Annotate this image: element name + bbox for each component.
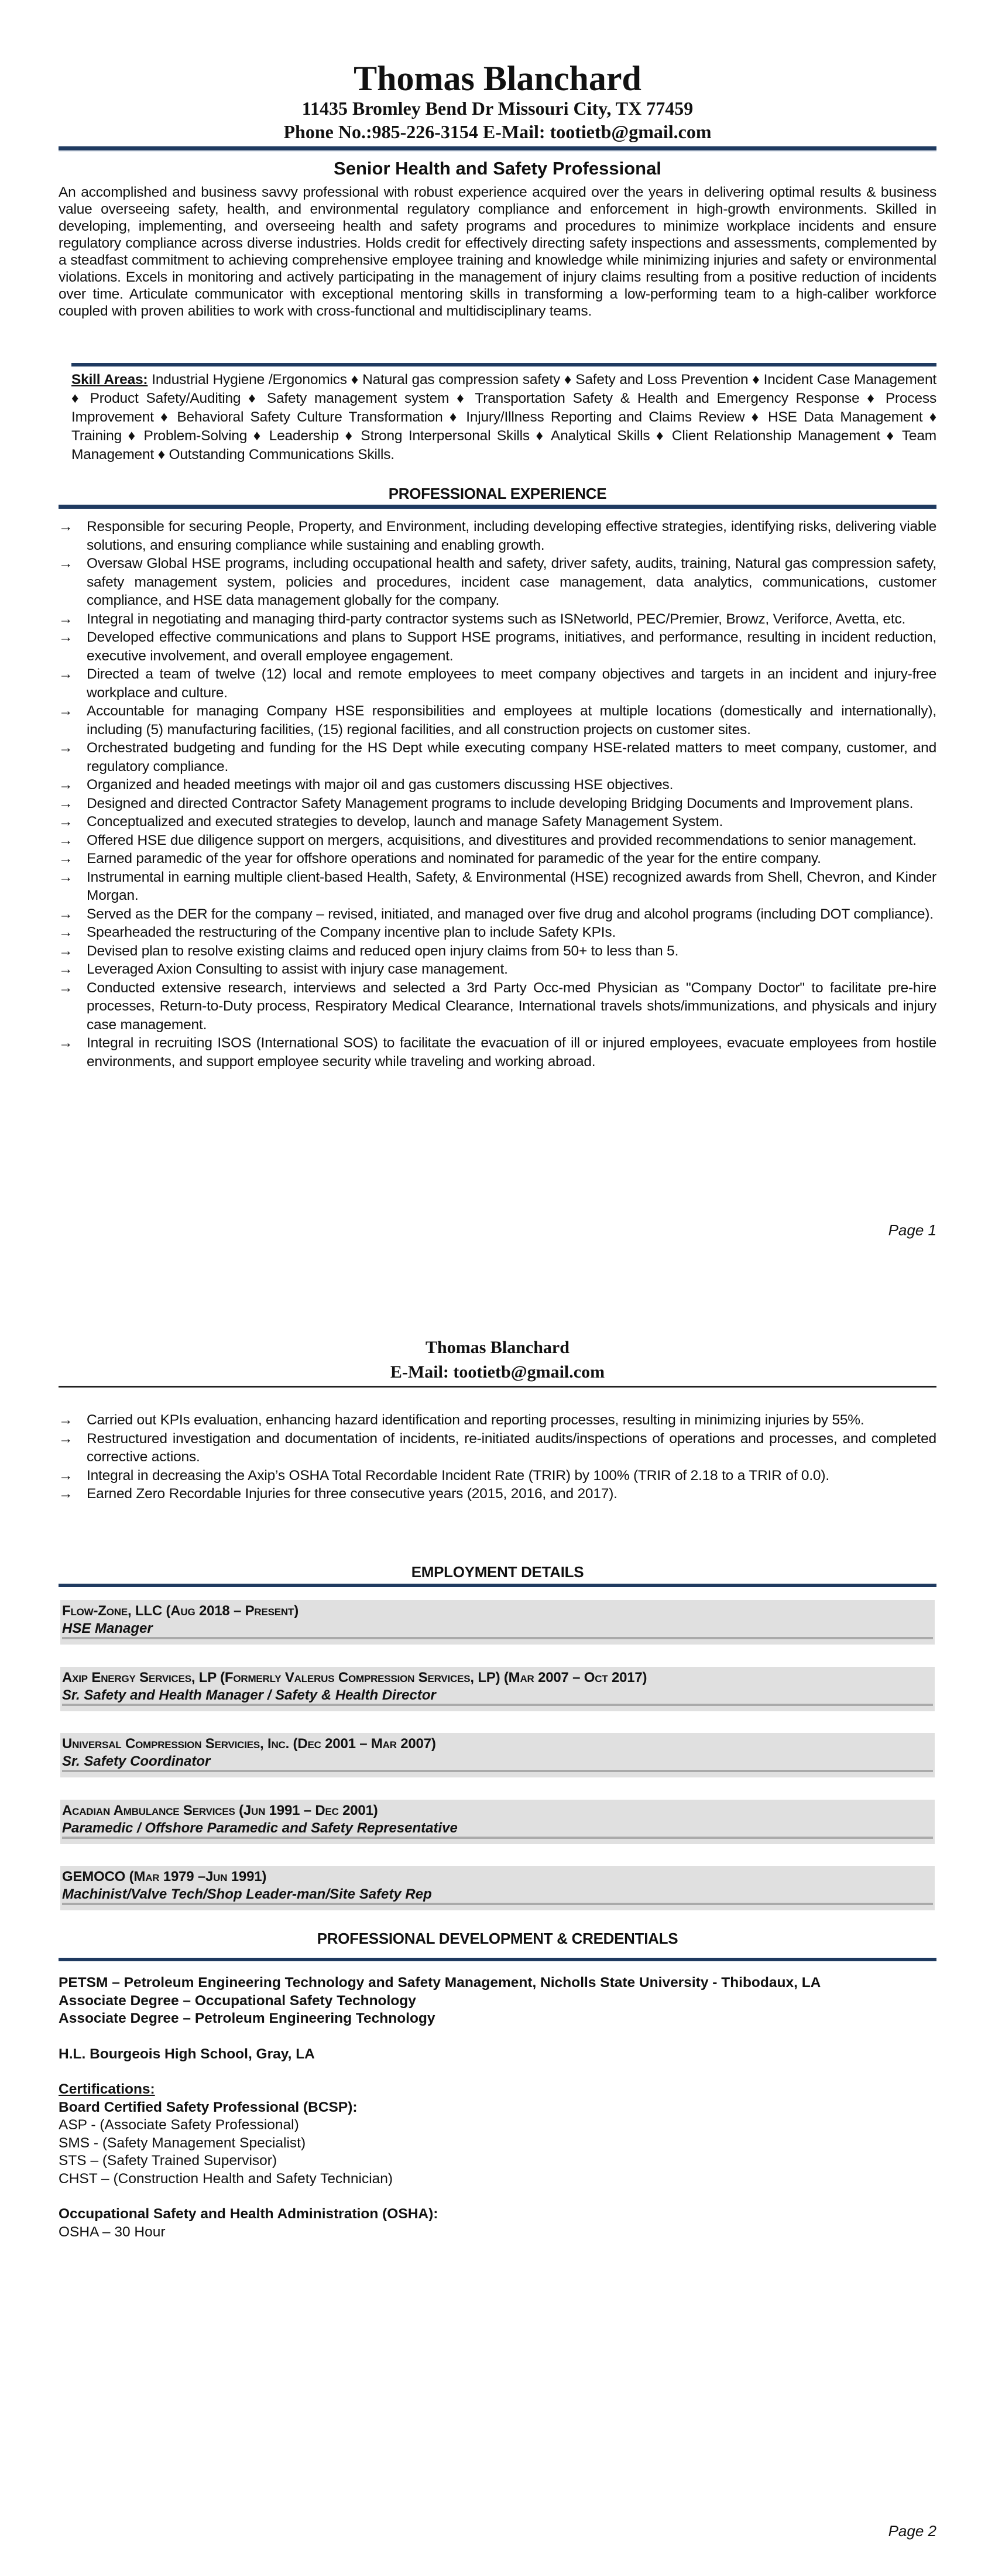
company: Axip Energy Services, LP (Formerly Valerus Compression Services, LP) (Mar 2007 – Oct 2017) <box>62 1669 647 1686</box>
job-title: HSE Manager <box>62 1621 153 1636</box>
bullet-text: Integral in negotiating and managing third-party contractor systems such as ISNetworld, PEC/Premier, Browz, Veriforce, Avetta, etc. <box>87 611 906 627</box>
employment-entry <box>60 1600 935 1645</box>
job-title: Machinist/Valve Tech/Shop Leader-man/Site Safety Rep <box>62 1886 432 1902</box>
professional-title: Senior Health and Safety Professional <box>334 158 661 179</box>
experience-bullet <box>59 702 936 739</box>
bullet-text: Accountable for managing Company HSE responsibilities and employees at multiple locations (domestically and internationally), including (5) manufacturing facilities, (15) regional facilities, and all construction projects on customer sites. <box>87 703 936 738</box>
page2-name: Thomas Blanchard <box>426 1338 569 1357</box>
bullet-text: Earned Zero Recordable Injuries for three consecutive years (2015, 2016, and 2017). <box>87 1486 617 1502</box>
employment-heading: EMPLOYMENT DETAILS <box>411 1563 584 1581</box>
experience-heading: PROFESSIONAL EXPERIENCE <box>388 485 607 502</box>
experience-bullet <box>59 794 936 813</box>
entry-underline <box>62 1637 933 1639</box>
experience-bullet <box>59 868 936 905</box>
arrow-icon: → <box>59 1412 73 1428</box>
osha-label: Occupational Safety and Health Administration (OSHA): <box>59 2206 438 2222</box>
company: Universal Compression Servicies, Inc. (Dec 2001 – Mar 2007) <box>62 1736 436 1752</box>
bullet-text: Offered HSE due diligence support on mergers, acquisitions, and divestitures and provided recommendations to senior management. <box>87 832 917 848</box>
candidate-name: Thomas Blanchard <box>354 59 641 98</box>
arrow-icon: → <box>59 611 73 627</box>
school: PETSM – Petroleum Engineering Technology and Safety Management, Nicholls State University - Thibodaux, LA <box>59 1975 821 1991</box>
experience-bullet <box>59 518 936 554</box>
entry-underline <box>62 1770 933 1772</box>
cert-item: ASP - (Associate Safety Professional) <box>59 2117 299 2133</box>
employment-entry <box>60 1800 935 1844</box>
development-heading: PROFESSIONAL DEVELOPMENT & CREDENTIALS <box>317 1930 678 1947</box>
bullet-text: Conducted extensive research, interviews and selected a 3rd Party Occ-med Physician as "Company Doctor" to facilitate pre-hire processes, Return-to-Duty process, Respiratory Medical Clearance, International travels shots/immunizations, and physicals and injury case management. <box>87 979 936 1033</box>
header-divider <box>59 146 936 152</box>
experience-bullet <box>59 1485 936 1503</box>
experience-bullet <box>59 776 936 794</box>
skill-areas-label: Skill Areas: <box>71 372 148 388</box>
bullet-text: Spearheaded the restructuring of the Company incentive plan to include Safety KPIs. <box>87 924 616 940</box>
experience-bullet <box>59 739 936 776</box>
experience-bullet <box>59 979 936 1034</box>
entry-underline <box>62 1903 933 1905</box>
experience-bullet <box>59 1034 936 1071</box>
arrow-icon: → <box>59 814 73 830</box>
page2-email: E-Mail: tootietb@gmail.com <box>390 1362 605 1382</box>
osha-item: OSHA – 30 Hour <box>59 2224 166 2240</box>
bullet-text: Integral in recruiting ISOS (International SOS) to facilitate the evacuation of ill or injured employees, evacuate employees from hostile environments, and support employee security while traveling and working abroad. <box>87 1035 936 1070</box>
bullet-text: Oversaw Global HSE programs, including occupational health and safety, driver safety, audits, training, Natural gas compression safety, safety management system, policies and procedures, incident case management, data analytics, communications, customer compliance, and HSE data management globally for the company. <box>87 556 936 608</box>
cert-item: CHST – (Construction Health and Safety Technician) <box>59 2170 393 2187</box>
company: Flow-Zone, LLC (Aug 2018 – Present) <box>62 1603 298 1619</box>
arrow-icon: → <box>59 1430 73 1447</box>
company: GEMOCO (Mar 1979 –Jun 1991) <box>62 1869 267 1885</box>
experience-divider <box>59 505 936 509</box>
experience-bullet <box>59 942 936 961</box>
experience-list-page1 <box>59 518 936 1071</box>
arrow-icon: → <box>59 943 73 959</box>
bullet-text: Integral in decreasing the Axip’s OSHA Total Recordable Incident Rate (TRIR) by 100% (TRIR of 2.18 to a TRIR of 0.0). <box>87 1467 829 1484</box>
arrow-icon: → <box>59 519 73 535</box>
bullet-text: Developed effective communications and plans to Support HSE programs, initiatives, and performance, resulting in incident reduction, executive involvement, and overall employee engagement. <box>87 629 936 664</box>
experience-bullet <box>59 831 936 850</box>
bullet-text: Earned paramedic of the year for offshore operations and nominated for paramedic of the year for the entire company. <box>87 851 821 866</box>
experience-list-page2 <box>59 1411 936 1503</box>
experience-bullet <box>59 1430 936 1467</box>
arrow-icon: → <box>59 1467 73 1484</box>
bullet-text: Instrumental in earning multiple client-based Health, Safety, & Environmental (HSE) recognized awards from Shell, Chevron, and Kinder Morgan. <box>87 869 936 903</box>
skill-areas-text: Industrial Hygiene /Ergonomics ♦ Natural gas compression safety ♦ Safety and Loss Prevention ♦ Incident Case Management ♦ Product Safety/Auditing ♦ Safety management system ♦ Transportation Safety & Health and Emergency Response ♦ Process Improvement ♦ Behavioral Safety Culture Transformation ♦ Injury/Illness Reporting and Claims Review ♦ HSE Data Management ♦ Training ♦ Problem-Solving ♦ Leadership ♦ Strong Interpersonal Skills ♦ Analytical Skills ♦ Client Relationship Management ♦ Team Management ♦ Outstanding Communications Skills. <box>71 372 936 463</box>
experience-bullet <box>59 628 936 665</box>
bullet-text: Devised plan to resolve existing claims and reduced open injury claims from 50+ to less than 5. <box>87 943 679 959</box>
page-number: Page 1 <box>888 1221 936 1239</box>
address: 11435 Bromley Bend Dr Missouri City, TX 77459 <box>301 98 694 119</box>
page2-divider <box>59 1386 936 1388</box>
arrow-icon: → <box>59 924 73 940</box>
experience-bullet <box>59 610 936 629</box>
arrow-icon: → <box>59 740 73 756</box>
employment-entry <box>60 1866 935 1910</box>
bullet-text: Served as the DER for the company – revised, initiated, and managed over five drug and alcohol programs (including DOT compliance). <box>87 906 934 922</box>
degree: Associate Degree – Occupational Safety Technology <box>59 1992 416 2009</box>
bullet-text: Designed and directed Contractor Safety Management programs to include developing Bridging Documents and Improvement plans. <box>87 795 914 811</box>
arrow-icon: → <box>59 703 73 719</box>
summary: An accomplished and business savvy professional with robust experience acquired over the years in delivering optimal results & business value overseeing safety, health, and environmental regulatory compliance and enforcement in high-growth environments. Skilled in developing, implementing, and overseeing health and safety programs and procedures to minimize workplace incidents and ensure regulatory compliance across diverse industries. Holds credit for effectively directing safety inspections and assessments, complemented by a steadfast commitment to achieving comprehensive employee training and knowledge while minimizing injuries and safety or environmental violations. Excels in monitoring and actively participating in the management of injury claims resulting from a positive reduction of incidents over time. Articulate communicator with exceptional mentoring skills in transforming a low-performing team to a high-caliber workforce coupled with proven abilities to work with cross-functional and multidisciplinary teams. <box>59 184 936 319</box>
job-title: Sr. Safety Coordinator <box>62 1753 211 1769</box>
arrow-icon: → <box>59 795 73 811</box>
experience-bullet <box>59 960 936 979</box>
bullet-text: Directed a team of twelve (12) local and remote employees to meet company objectives and targets in an incident and injury-free workplace and culture. <box>87 666 936 701</box>
development-divider <box>59 1958 936 1961</box>
experience-bullet <box>59 905 936 924</box>
arrow-icon: → <box>59 1035 73 1051</box>
arrow-icon: → <box>59 832 73 848</box>
company: Acadian Ambulance Services (Jun 1991 – Dec 2001) <box>62 1802 378 1818</box>
skills-divider <box>71 363 936 366</box>
arrow-icon: → <box>59 629 73 645</box>
page-number: Page 2 <box>888 2522 936 2540</box>
experience-bullet <box>59 813 936 831</box>
entry-underline <box>62 1704 933 1706</box>
bullet-text: Responsible for securing People, Property, and Environment, including developing effective strategies, identifying risks, delivering viable solutions, and ensuring compliance while sustaining and enabling growth. <box>87 519 936 553</box>
cert-item: SMS - (Safety Management Specialist) <box>59 2135 306 2151</box>
entry-underline <box>62 1837 933 1839</box>
experience-bullet <box>59 923 936 942</box>
arrow-icon: → <box>59 556 73 571</box>
job-title: Paramedic / Offshore Paramedic and Safety Representative <box>62 1820 458 1836</box>
arrow-icon: → <box>59 777 73 793</box>
arrow-icon: → <box>59 961 73 977</box>
certifications-label: Certifications: <box>59 2081 155 2097</box>
arrow-icon: → <box>59 906 73 922</box>
cert-item: STS – (Safety Trained Supervisor) <box>59 2153 277 2169</box>
arrow-icon: → <box>59 869 73 885</box>
arrow-icon: → <box>59 1486 73 1502</box>
experience-bullet <box>59 1467 936 1485</box>
arrow-icon: → <box>59 666 73 682</box>
high-school: H.L. Bourgeois High School, Gray, LA <box>59 2046 315 2062</box>
bullet-text: Orchestrated budgeting and funding for the HS Dept while executing company HSE-related matters to meet company, customer, and regulatory compliance. <box>87 740 936 775</box>
employment-entry <box>60 1667 935 1711</box>
employment-entry <box>60 1733 935 1777</box>
experience-bullet <box>59 554 936 610</box>
experience-bullet <box>59 1411 936 1430</box>
experience-bullet <box>59 849 936 868</box>
bullet-text: Carried out KPIs evaluation, enhancing hazard identification and reporting processes, resulting in minimizing injuries by 55%. <box>87 1412 864 1428</box>
experience-bullet <box>59 665 936 702</box>
bullet-text: Restructured investigation and documentation of incidents, re-initiated audits/inspections of operations and processes, and completed corrective actions. <box>87 1430 936 1465</box>
employment-divider <box>59 1584 936 1587</box>
arrow-icon: → <box>59 851 73 866</box>
bullet-text: Leveraged Axion Consulting to assist with injury case management. <box>87 961 508 977</box>
job-title: Sr. Safety and Health Manager / Safety & Health Director <box>62 1687 436 1703</box>
development-section <box>59 1974 936 2241</box>
bcsp-label: Board Certified Safety Professional (BCSP): <box>59 2099 358 2115</box>
bullet-text: Conceptualized and executed strategies to develop, launch and manage Safety Management System. <box>87 814 723 830</box>
degree: Associate Degree – Petroleum Engineering Technology <box>59 2010 435 2026</box>
arrow-icon: → <box>59 979 73 996</box>
bullet-text: Organized and headed meetings with major oil and gas customers discussing HSE objectives. <box>87 777 674 793</box>
skill-areas <box>71 371 936 464</box>
contact-line: Phone No.:985-226-3154 E-Mail: tootietb@gmail.com <box>283 121 712 142</box>
